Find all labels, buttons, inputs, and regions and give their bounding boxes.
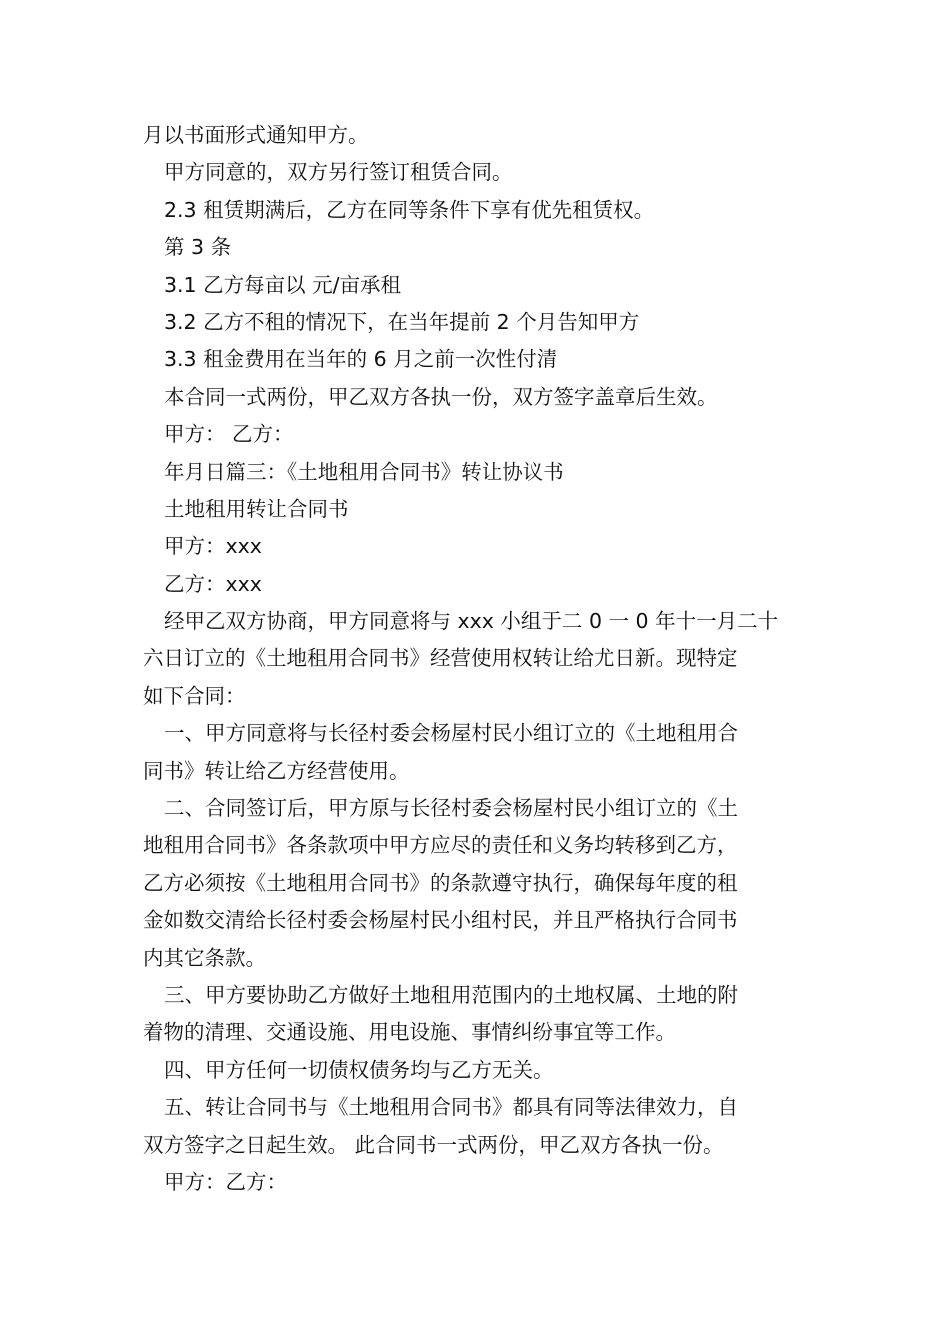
section-heading: 年月日篇三：《土地租用合同书》转让协议书	[164, 459, 564, 484]
clause-line: 四、甲方任何一切债权债务均与乙方无关。	[164, 1057, 554, 1082]
clause-line: 地租用合同书》各条款项中甲方应尽的责任和义务均转移到乙方，	[143, 833, 738, 858]
clause-line: 着物的清理、交通设施、用电设施、事情纠纷事宜等工作。	[143, 1020, 676, 1045]
clause-line: 一、甲方同意将与长径村委会杨屋村民小组订立的《土地租用合	[164, 721, 738, 746]
clause-line: 五、转让合同书与《土地租用合同书》都具有同等法律效力，自	[164, 1095, 738, 1120]
text-line: 3.3 租金费用在当年的 6 月之前一次性付清	[164, 347, 558, 372]
text-line: 本合同一式两份，甲乙双方各执一份，双方签字盖章后生效。	[164, 384, 718, 409]
signature-line: 甲方： 乙方：	[164, 422, 294, 447]
document-body	[143, 117, 808, 1201]
text-line: 月以书面形式通知甲方。	[143, 123, 369, 147]
clause-line: 同书》转让给乙方经营使用。	[143, 758, 410, 783]
clause-line: 双方签字之日起生效。 此合同书一式两份，甲乙双方各执一份。	[143, 1132, 724, 1157]
signature-line: 甲方：乙方：	[164, 1169, 287, 1194]
party-a-line: 甲方：xxx	[164, 534, 262, 559]
text-line: 3.1 乙方每亩以 元/亩承租	[164, 272, 402, 297]
text-line: 甲方同意的，双方另行签订租赁合同。	[164, 160, 513, 185]
text-line: 2.3 租赁期满后，乙方在同等条件下享有优先租赁权。	[164, 197, 655, 222]
clause-line: 内其它条款。	[143, 945, 266, 970]
text-line: 如下合同：	[143, 683, 246, 708]
clause-line: 金如数交清给长径村委会杨屋村民小组村民，并且严格执行合同书	[143, 908, 738, 933]
party-b-line: 乙方：xxx	[164, 571, 262, 596]
document-title: 土地租用转让合同书	[164, 496, 349, 521]
text-line: 经甲乙双方协商，甲方同意将与 xxx 小组于二 0 一 0 年十一月二十	[164, 609, 779, 634]
text-line: 六日订立的《土地租用合同书》经营使用权转让给尤日新。现特定	[143, 646, 738, 671]
text-line: 3.2 乙方不租的情况下，在当年提前 2 个月告知甲方	[164, 309, 640, 334]
text-line: 第 3 条	[164, 235, 232, 260]
clause-line: 乙方必须按《土地租用合同书》的条款遵守执行，确保每年度的租	[143, 870, 738, 895]
clause-line: 三、甲方要协助乙方做好土地租用范围内的土地权属、土地的附	[164, 982, 738, 1007]
clause-line: 二、合同签订后，甲方原与长径村委会杨屋村民小组订立的《土	[164, 796, 738, 821]
